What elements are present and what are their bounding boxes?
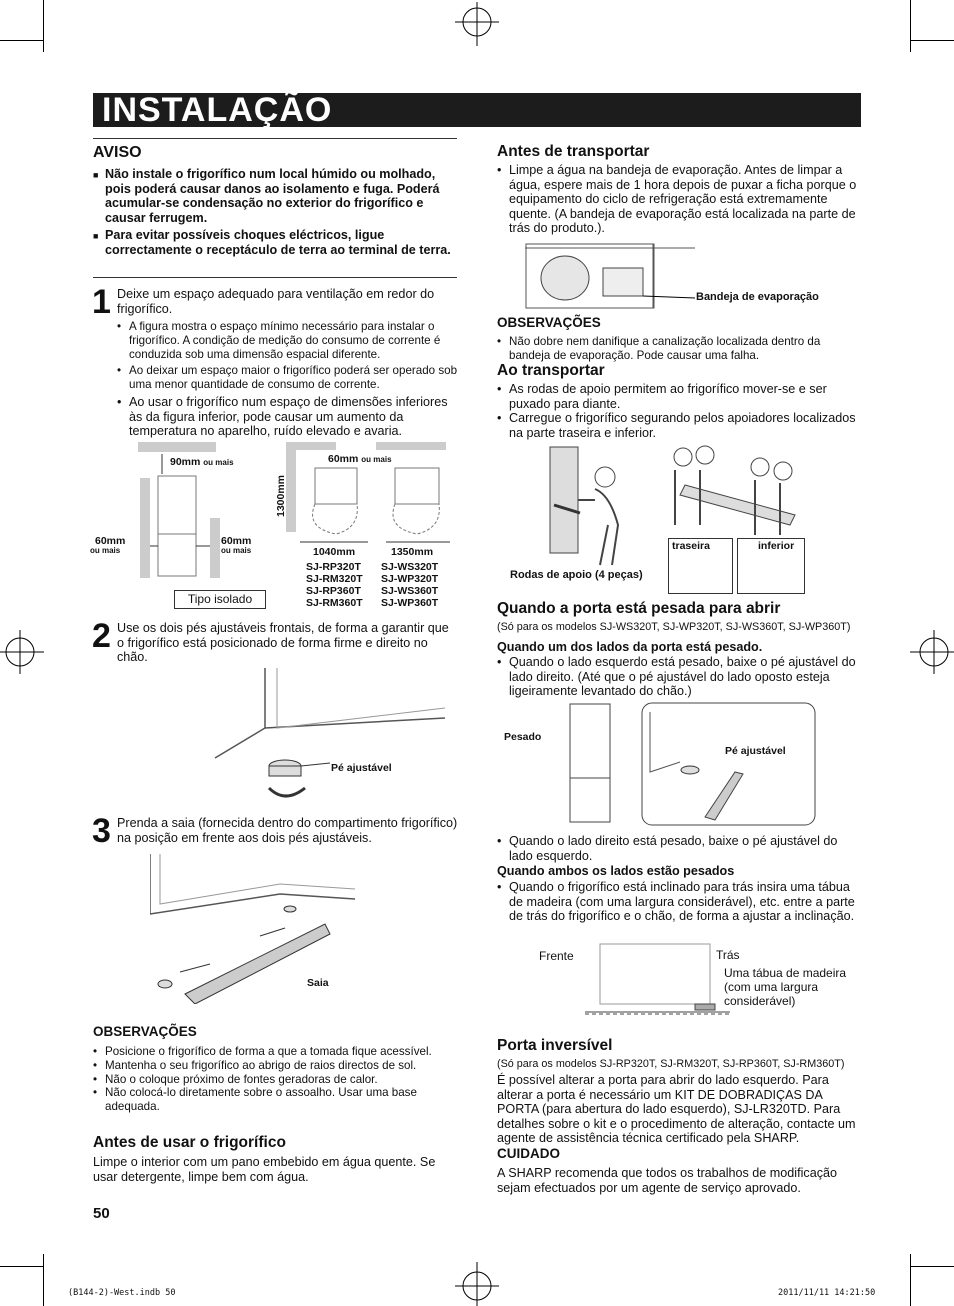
rodas-label: Rodas de apoio (4 peças) <box>510 569 643 581</box>
model: SJ-RP320T <box>306 561 361 573</box>
fig-label: ou mais <box>203 458 234 467</box>
step1-bullet: • Ao deixar um espaço maior o frigorífico poderá ser operado sob uma menor quantidade de consumo de corrente. <box>117 364 459 392</box>
divider <box>93 138 457 139</box>
antes-usar-text: Limpe o interior com um pano embebido em água quente. Se usar detergente, limpe bem com água. <box>93 1155 436 1184</box>
wooden-board-figure <box>585 942 730 1022</box>
crop-mark <box>43 0 44 52</box>
model: SJ-WS360T <box>381 585 439 597</box>
antes-transportar-list <box>497 163 857 236</box>
obs-item: • Não colocá-lo diretamente sobre o assoalho. Usar uma base adequada. <box>93 1086 459 1114</box>
fig-label: 1350mm <box>391 546 434 558</box>
model: SJ-RP360T <box>306 585 361 597</box>
pesado-label: Pesado <box>504 731 542 743</box>
obs-item: • Não o coloque próximo de fontes geradoras de calor. <box>93 1073 459 1087</box>
traseira-label: traseira <box>672 540 710 552</box>
page-number: 50 <box>93 1205 110 1222</box>
title-banner <box>93 93 861 127</box>
fig-label: ou mais <box>90 546 121 555</box>
model-list-1 <box>306 561 363 609</box>
list-item: • Quando o lado esquerdo está pesado, baixe o pé ajustável do lado direito. (Até que o pé ajustável do lado oposto esteja ligeiramente levantado do chão.) <box>497 655 861 699</box>
porta-pesada-list3 <box>497 880 861 924</box>
step-number: 2 <box>92 617 111 655</box>
model: SJ-WP320T <box>381 573 439 585</box>
porta-pesada-list2 <box>497 834 861 863</box>
antes-transportar-heading: Antes de transportar <box>497 143 650 160</box>
obs-item: • Mantenha o seu frigorífico ao abrigo de raios directos de sol. <box>93 1059 459 1073</box>
fig-label: 60mm <box>95 535 126 547</box>
crop-mark <box>910 1266 954 1267</box>
crop-mark <box>910 1254 911 1306</box>
saia-label: Saia <box>307 977 329 989</box>
porta-pesada-sub1: Quando um dos lados da porta está pesado. <box>497 640 763 654</box>
crop-mark <box>43 1254 44 1306</box>
pe-ajustavel-label-2: Pé ajustável <box>725 745 786 757</box>
porta-inversivel-heading: Porta inversível <box>497 1037 613 1054</box>
aviso-item: ■ Para evitar possíveis choques eléctricos, ligue correctamente o receptáculo de terra ao terminal de terra. <box>93 228 459 257</box>
inferior-label: inferior <box>758 540 795 552</box>
adjustable-foot-figure <box>205 668 455 808</box>
list-item: • As rodas de apoio permitem ao frigorífico mover-se e ser puxado para diante. <box>497 382 859 411</box>
footer-file: (B144-2)-West.indb 50 <box>68 1288 176 1298</box>
model: SJ-RM320T <box>306 573 363 585</box>
fig-label: ou mais <box>361 455 392 464</box>
step-number: 1 <box>92 283 111 321</box>
porta-pesada-note: (Só para os modelos SJ-WS320T, SJ-WP320T, SJ-WS360T, SJ-WP360T) <box>497 621 851 633</box>
registration-mark <box>0 630 44 674</box>
step3-text: Prenda a saia (fornecida dentro do compartimento frigorífico) na posição em frente aos dois pés ajustáveis. <box>117 816 458 845</box>
fig-label: 60mm <box>221 535 252 547</box>
cuidado-heading: CUIDADO <box>497 1146 560 1161</box>
tipo-isolado-box: Tipo isolado <box>174 590 266 609</box>
porta-pesada-sub2: Quando ambos os lados estão pesados <box>497 864 735 878</box>
fig-label: 60mm <box>328 453 359 465</box>
evaporation-tray-figure <box>525 240 695 312</box>
obs-item: • Não dobre nem danifique a canalização localizada dentro da bandeja de evaporação. Pode causar uma falha. <box>497 335 859 363</box>
footer-date: 2011/11/11 14:21:50 <box>778 1288 876 1298</box>
obs-item: • Posicione o frigorífico de forma a que a tomada fique acessível. <box>93 1045 459 1059</box>
step1-bullet: • A figura mostra o espaço mínimo necessário para instalar o frigorífico. A condição de medição do consumo de corrente é conduzida sob uma dimensão espacial diferente. <box>117 320 459 361</box>
pe-ajustavel-label: Pé ajustável <box>331 762 392 774</box>
step1-bullets <box>117 320 459 439</box>
aviso-heading: AVISO <box>93 144 142 161</box>
tabua-label: Uma tábua de madeira (com uma largura considerável) <box>724 966 847 1008</box>
frente-label: Frente <box>539 949 574 963</box>
step1-bullet: • Ao usar o frigorífico num espaço de dimensões inferiores às da figura inferior, pode causar um aumento da temperatura no aparelho, ruído elevado e avaria. <box>117 395 459 439</box>
model: SJ-WS320T <box>381 561 439 573</box>
porta-inversivel-text: É possível alterar a porta para abrir do lado esquerdo. Para alterar a porta é necessário um KIT DE DOBRADIÇAS DA PORTA (para abertura do lado esquerdo), SJ-LR320TD. Para detalhes sobre o kit e o procedimento de alteração, contacte um agente de assistência técnica certificado pela SHARP. <box>497 1073 856 1146</box>
ao-transportar-heading: Ao transportar <box>497 362 605 379</box>
crop-mark <box>910 40 954 41</box>
aviso-item: ■ Não instale o frigorífico num local húmido ou molhado, pois poderá causar danos ao isolamento e fuga. Poderá acumular-se condensação no exterior do frigorífico e causar ferrugem. <box>93 167 459 225</box>
bandeja-label: Bandeja de evaporação <box>696 291 819 303</box>
divider <box>93 277 457 278</box>
fig-label: ou mais <box>221 546 252 555</box>
tras-label: Trás <box>716 948 740 962</box>
aviso-list <box>93 167 459 258</box>
obs-right-list <box>497 335 859 363</box>
porta-pesada-heading: Quando a porta está pesada para abrir <box>497 600 781 617</box>
moving-figure <box>540 445 660 570</box>
porta-inversivel-note: (Só para os modelos SJ-RP320T, SJ-RM320T, SJ-RP360T, SJ-RM360T) <box>497 1058 845 1070</box>
obs-left-list <box>93 1045 459 1114</box>
carrying-figure <box>655 445 805 540</box>
obs-right-heading: OBSERVAÇÕES <box>497 315 601 330</box>
step1-text: Deixe um espaço adequado para ventilação em redor do frigorífico. <box>117 287 435 316</box>
crop-mark <box>0 1266 43 1267</box>
heavy-door-figure <box>565 702 820 828</box>
obs-left-heading: OBSERVAÇÕES <box>93 1024 197 1039</box>
list-item: • Carregue o frigorífico segurando pelos apoiadores localizados na parte traseira e inferior. <box>497 411 859 440</box>
model: SJ-WP360T <box>381 597 439 609</box>
crop-mark <box>0 40 43 41</box>
ao-transportar-list <box>497 382 859 440</box>
fig-label: 1040mm <box>313 546 356 558</box>
page-title: INSTALAÇÃO <box>102 91 333 129</box>
fig-label: 90mm <box>170 456 201 468</box>
list-item: • Quando o lado direito está pesado, baixe o pé ajustável do lado esquerdo. <box>497 834 861 863</box>
porta-pesada-list1 <box>497 655 861 699</box>
registration-mark <box>455 1262 499 1306</box>
model: SJ-RM360T <box>306 597 363 609</box>
registration-mark <box>910 630 954 674</box>
crop-mark <box>910 0 911 52</box>
antes-usar-heading: Antes de usar o frigorífico <box>93 1134 286 1151</box>
step2-text: Use os dois pés ajustáveis frontais, de forma a garantir que o frigorífico está posicionado de forma firme e direito no chão. <box>117 621 449 665</box>
registration-mark <box>455 2 499 46</box>
step-number: 3 <box>92 812 111 850</box>
list-item: • Quando o frigorífico está inclinado para trás insira uma tábua de madeira (com uma largura considerável), etc. entre a parte de trás do frigorífico e o chão, de forma a ajustar a inclinação. <box>497 880 861 924</box>
cuidado-text: A SHARP recomenda que todos os trabalhos de modificação sejam efectuados por um agente de serviço aprovado. <box>497 1166 838 1195</box>
list-item: • Limpe a água na bandeja de evaporação. Antes de limpar a água, espere mais de 1 hora depois de puxar a ficha porque o equipamento do ciclo de refrigeração está extremamente quente. (A bandeja de evaporação está localizada na parte de trás do produto.). <box>497 163 857 236</box>
fig-label: 1300mm <box>275 474 288 518</box>
model-list-2 <box>381 561 438 609</box>
